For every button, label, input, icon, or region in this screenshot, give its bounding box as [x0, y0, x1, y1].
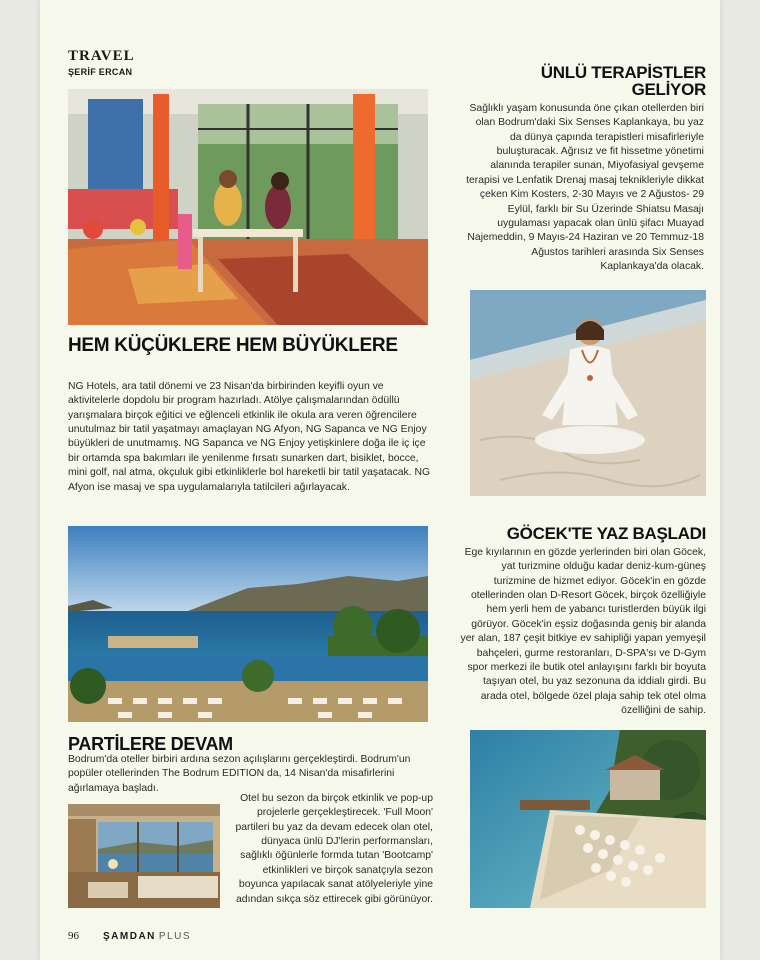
author-name: ŞERİF ERCAN: [68, 67, 133, 77]
party-body-detail: Otel bu sezon da birçok etkinlik ve pop-up projelerle gerçekleştirecek. 'Full Moon' partileri bu yaz da devam edecek olan otel, dünyaca ünlü DJ'lerin performansları, sağlıklı öğünlerle formda tutan 'Bootcamp' etkinlikleri ve birçok sanatçıyla sezon boyunca yapılacak sanat atölyeleriyle yine adından sıkça söz ettirecek gibi görünüyor.: [235, 793, 433, 905]
gocek-headline: GÖCEK'TE YAZ BAŞLADI: [506, 524, 706, 543]
kids-play-photo: [68, 89, 428, 325]
brand-suffix: PLUS: [158, 931, 192, 942]
kids-headline: HEM KÜÇÜKLERE HEM BÜYÜKLERE: [68, 335, 398, 356]
meditation-beach-photo: [470, 290, 706, 496]
section-label: TRAVEL: [68, 48, 135, 64]
page-number: 96: [68, 930, 79, 942]
therapists-headline: ÜNLÜ TERAPİSTLER GELİYOR: [540, 63, 706, 99]
hotel-room-photo: [68, 804, 220, 908]
party-body-intro: Bodrum'da oteller birbiri ardına sezon açılışlarını gerçekleştirdi. Bodrum'un popüler otellerinden The Bodrum EDITION da, 14 Nisan'da misafirlerini ağırlamaya başladı.: [68, 754, 411, 794]
gocek-body: Ege kıyılarının en gözde yerlerinden biri olan Göcek, yat turizmine olduğu kadar deniz-kum-güneş turizmine de hizmet ediyor. Göcek'in en gözde otellerinden olan D-Resort Göcek, birçok özelliğiyle hem yerli hem de yabancı turistlerden büyük ilgi görüyor. Göcek'in eşsiz doğasında geniş bir alanda yer alan, 187 çeşit bitkiye ev sahipliği yapan yemyeşil bahçeleri, gurme restoranları, D-SPA'sı ve D-Gym spor merkezi ile butik otel anlayışını farklı bir boyuta taşıyan otel, bu yaz sezonuna da iddialı girdi. Bu arada otel, bölgede özel plaja sahip tek otel olma özelliğini de sahip.: [460, 547, 706, 716]
party-headline: PARTİLERE DEVAM: [68, 734, 233, 754]
therapists-body: Sağlıklı yaşam konusunda öne çıkan otellerden biri olan Bodrum'daki Six Senses Kaplankaya, bu yaz da dünya çapında terapistleri misafirleriyle buluşturacak. Ağrısız ve fit hissetme yönetimi alanında terapiler sunan, Miyofasiyal gevşeme terapisi ve Lenfatik Drenaj masaj teknikleriyle dikkat çeken Kim Kosters, 2-30 Mayıs ve 2 Ağustos- 29 Eylül, farklı bir Su Üzerinde Shiatsu Masajı uygulaması yapacak olan ünlü şifacı Muayad Najemeddin, 9 Mayıs-24 Haziran ve 20 Temmuz-18 Ağustos tarihleri arasında Six Senses Kaplankaya'da olacak.: [466, 103, 704, 272]
brand-name: ŞAMDAN: [103, 931, 156, 942]
magazine-page: [40, 0, 720, 960]
gocek-aerial-photo: [470, 730, 706, 908]
kids-body: NG Hotels, ara tatil dönemi ve 23 Nisan'da birbirinden keyifli oyun ve aktivitelerle dopdolu bir program hazırladı. Atölye çalışmalarından ödüllü yarışmalara birçok eğitici ve eğlenceli etkinlik ile okula ara veren öğrencilere unutulmaz bir tatil yaşatmayı amaçlayan NG Afyon, NG Sapanca ve NG Enjoy büyükleri de unutmamış. NG Sapanca ve NG Enjoy yetişkinlere doğa ile iç içe bir ortamda spa bakımları ile yenilenme fırsatı sunarken dart, bisiklet, bocce, mini golf, nal atma, okçuluk gibi etkinliklerle bol hareketli bir tatil yaşatacak. NG Afyon ise masaj ve spa uygulamalarıyla tatilcileri ağırlayacak.: [68, 381, 431, 493]
brand-logo: [103, 931, 191, 942]
bodrum-pool-photo: [68, 526, 428, 722]
